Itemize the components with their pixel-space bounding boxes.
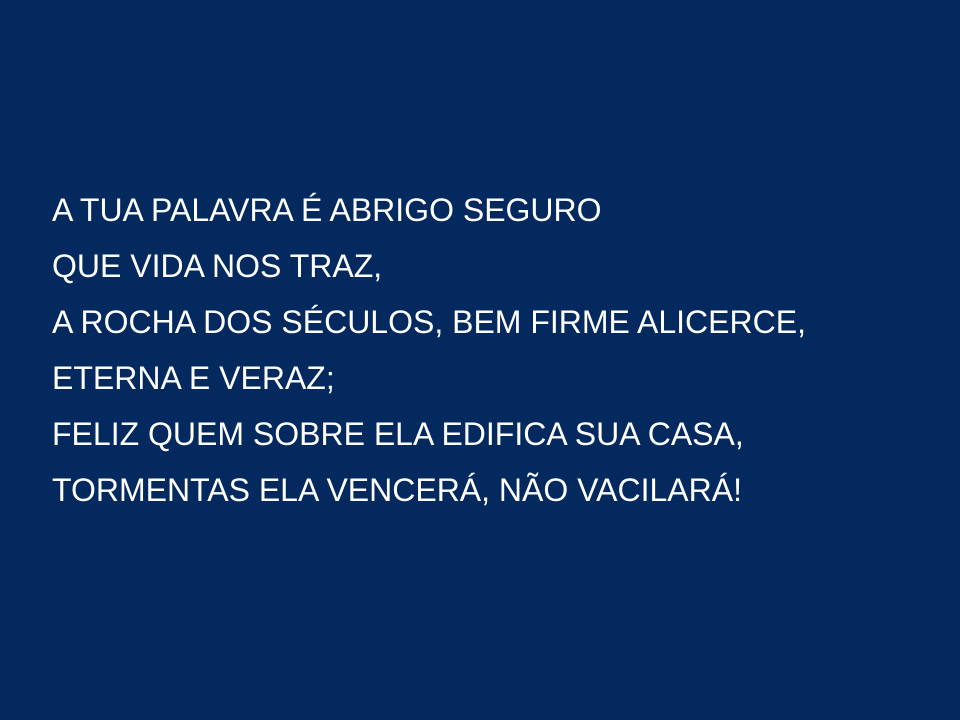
lyric-line-3: A ROCHA DOS SÉCULOS, BEM FIRME ALICERCE, — [52, 304, 806, 340]
lyric-line-2: QUE VIDA NOS TRAZ, — [52, 248, 383, 284]
lyrics-block — [52, 182, 806, 518]
lyric-line-5: FELIZ QUEM SOBRE ELA EDIFICA SUA CASA, — [52, 416, 744, 452]
lyric-line-4: ETERNA E VERAZ; — [52, 360, 335, 396]
lyric-line-1: A TUA PALAVRA É ABRIGO SEGURO — [52, 192, 602, 228]
lyric-line-6: TORMENTAS ELA VENCERÁ, NÃO VACILARÁ! — [52, 472, 742, 508]
